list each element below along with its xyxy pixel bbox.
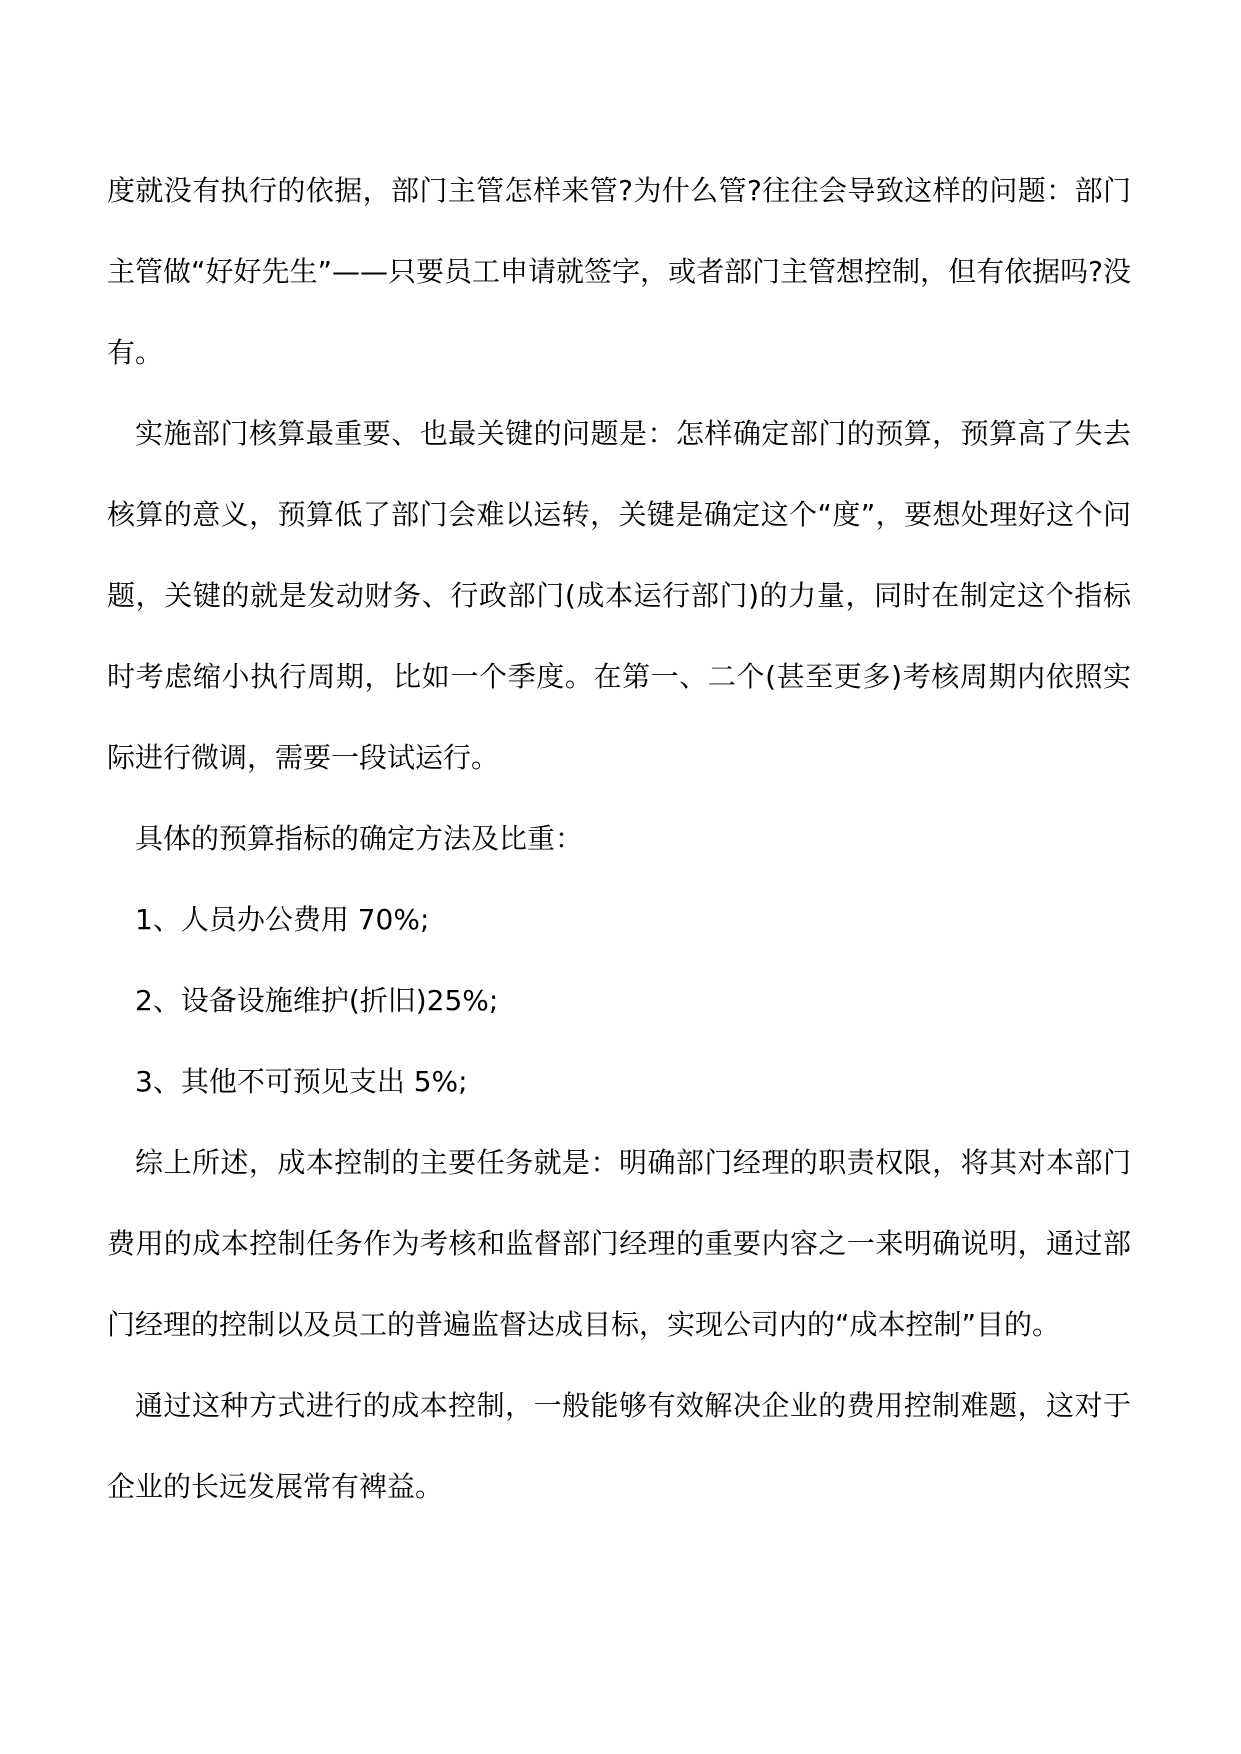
paragraph-summary: 综上所述，成本控制的主要任务就是：明确部门经理的职责权限，将其对本部门费用的成本控制任务作为考核和监督部门经理的重要内容之一来明确说明，通过部门经理的控制以及员工的普遍监督达成目标，实现公司内的“成本控制”目的。 [107, 1146, 1131, 1341]
list-item-1: 1、人员办公费用 70%; [135, 903, 430, 936]
list-item-3: 3、其他不可预见支出 5%; [135, 1065, 468, 1098]
document-body [107, 150, 1131, 1527]
list-item-2: 2、设备设施维护(折旧)25%; [135, 984, 499, 1017]
paragraph-2: 实施部门核算最重要、也最关键的问题是：怎样确定部门的预算，预算高了失去核算的意义，预算低了部门会难以运转，关键是确定这个“度”，要想处理好这个问题，关键的就是发动财务、行政部门(成本运行部门)的力量，同时在制定这个指标时考虑缩小执行周期，比如一个季度。在第一、二个(甚至更多)考核周期内依照实际进行微调，需要一段试运行。 [107, 417, 1131, 774]
paragraph-3: 具体的预算指标的确定方法及比重： [135, 822, 584, 855]
paragraph-conclusion: 通过这种方式进行的成本控制，一般能够有效解决企业的费用控制难题，这对于企业的长远发展常有裨益。 [107, 1389, 1131, 1503]
paragraph-1: 度就没有执行的依据，部门主管怎样来管?为什么管?往往会导致这样的问题：部门主管做“好好先生”——只要员工申请就签字，或者部门主管想控制，但有依据吗?没有。 [107, 174, 1131, 369]
